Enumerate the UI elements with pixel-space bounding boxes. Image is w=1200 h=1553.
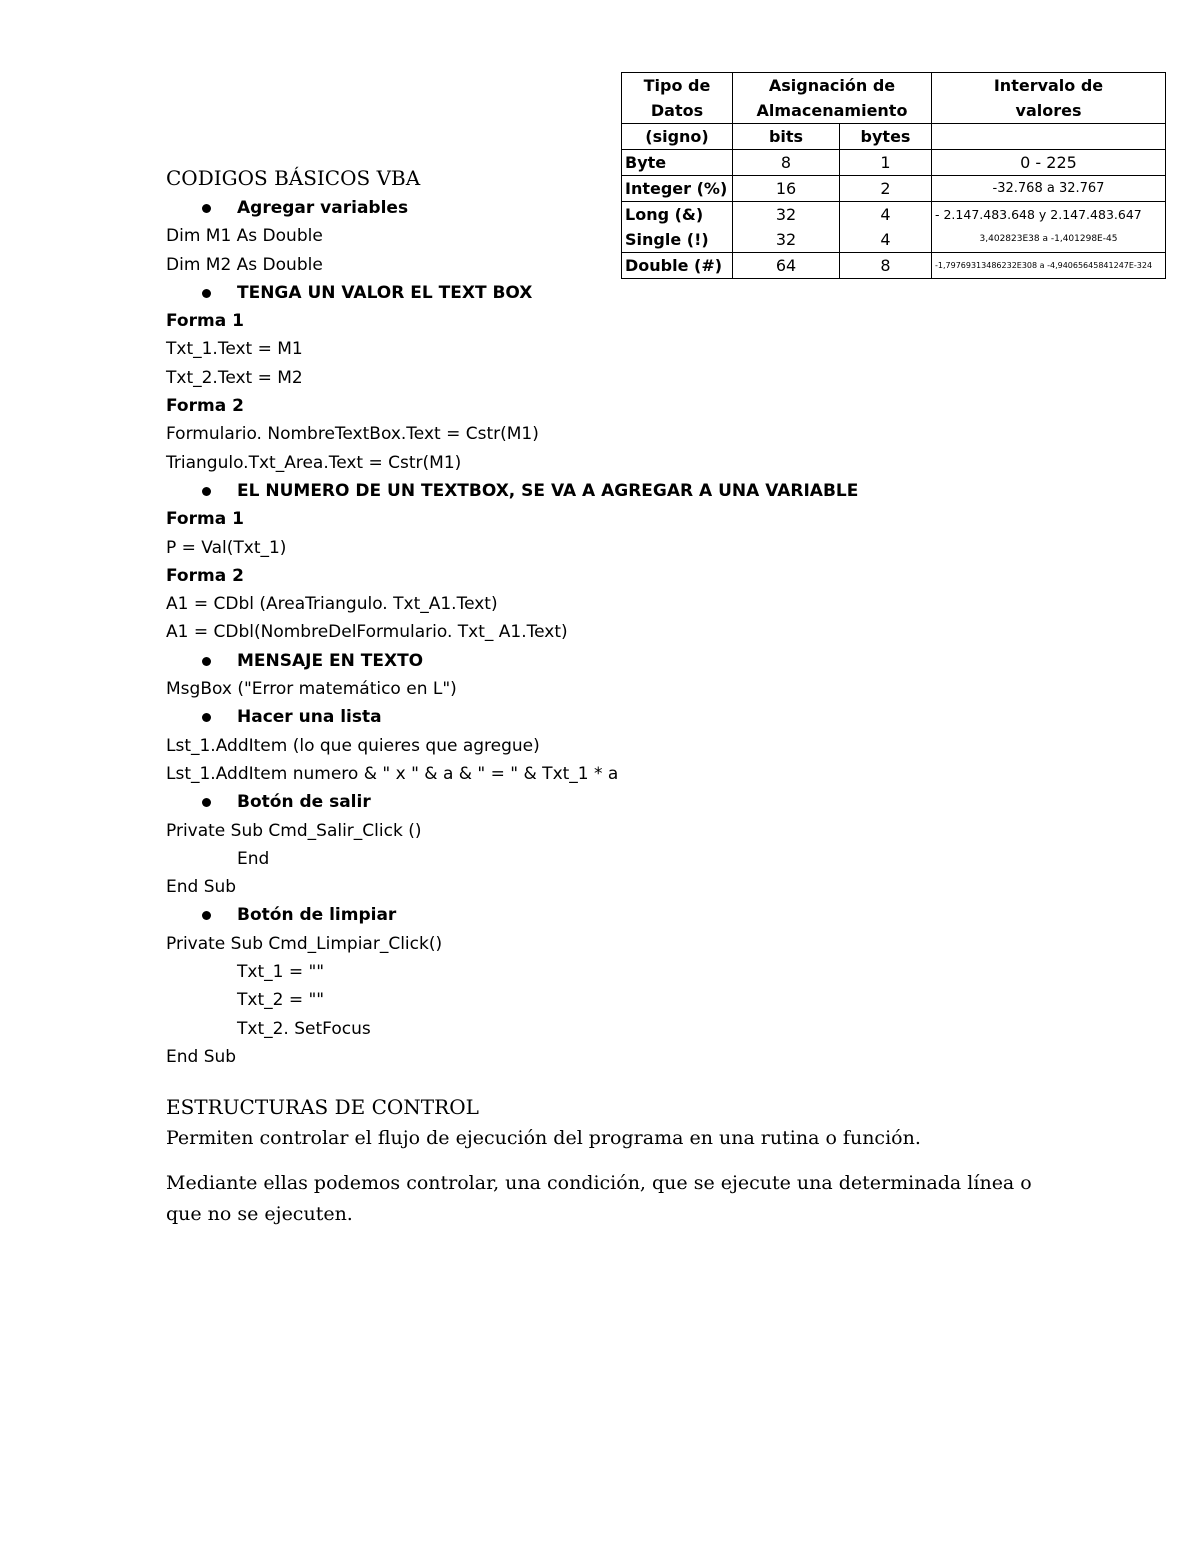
code-line: Txt_1.Text = M1 (166, 339, 303, 360)
range-cell: -32.768 a 32.767 (932, 176, 1166, 202)
code-line: Triangulo.Txt_Area.Text = Cstr(M1) (166, 452, 462, 473)
paragraph: Mediante ellas podemos controlar, una condición, que se ejecute una determinada línea o que no se ejecuten. (166, 1172, 1032, 1226)
code-line: Private Sub Cmd_Salir_Click () (166, 820, 422, 841)
code-line: P = Val(Txt_1) (166, 537, 287, 558)
bytes-cell: 4 4 (840, 202, 932, 253)
range-cell: -1,79769313486232E308 a -4,94065645841247E-324 (932, 253, 1166, 279)
range-cell: - 2.147.483.648 y 2.147.483.647 3,402823E38 a -1,401298E-45 (932, 202, 1166, 253)
paragraph: Permiten controlar el flujo de ejecución del programa en una rutina o función. (166, 1127, 921, 1150)
bullet-salir: Botón de salir (166, 788, 1046, 816)
bits-cell: 32 32 (733, 202, 840, 253)
code-line: MsgBox ("Error matemático en L") (166, 679, 457, 700)
code-line: A1 = CDbl (AreaTriangulo. Txt_A1.Text) (166, 594, 498, 615)
bullet-dot-icon (202, 911, 211, 920)
forma-label: Forma 2 (166, 396, 244, 417)
title-codigos: CODIGOS BÁSICOS VBA (166, 166, 421, 190)
code-line: Txt_1 = "" (237, 962, 325, 983)
code-line: End Sub (166, 877, 237, 898)
bullet-mensaje: MENSAJE EN TEXTO (166, 647, 1046, 675)
header-intervalo: Intervalo de valores (932, 73, 1166, 124)
code-line: End (237, 848, 270, 869)
code-line: Txt_2 = "" (237, 990, 325, 1011)
header-tipo-datos: Tipo de Datos (622, 73, 733, 124)
bytes-cell: 2 (840, 176, 932, 202)
bits-cell: 16 (733, 176, 840, 202)
bullet-lista: Hacer una lista (166, 703, 1046, 731)
subheader-signo: (signo) (622, 124, 733, 150)
range-cell: 0 - 225 (932, 150, 1166, 176)
bullet-dot-icon (202, 487, 211, 496)
forma-label: Forma 1 (166, 509, 244, 530)
bits-cell: 64 (733, 253, 840, 279)
code-line: Formulario. NombreTextBox.Text = Cstr(M1) (166, 424, 539, 445)
code-line: Dim M2 As Double (166, 254, 323, 275)
bullet-limpiar: Botón de limpiar (166, 901, 1046, 929)
bullet-agregar-variables: Agregar variables (166, 194, 1046, 222)
bullet-dot-icon (202, 798, 211, 807)
code-line: Private Sub Cmd_Limpiar_Click() (166, 933, 443, 954)
bullet-dot-icon (202, 713, 211, 722)
type-cell: Long (&) Single (!) (622, 202, 733, 253)
subheader-bytes: bytes (840, 124, 932, 150)
code-line: Txt_2.Text = M2 (166, 367, 303, 388)
code-line: Dim M1 As Double (166, 226, 323, 247)
code-line: Lst_1.AddItem numero & " x " & a & " = " & Txt_1 * a (166, 763, 619, 784)
subheader-bits: bits (733, 124, 840, 150)
forma-label: Forma 1 (166, 311, 244, 332)
type-cell: Integer (%) (622, 176, 733, 202)
code-line: Txt_2. SetFocus (237, 1018, 371, 1039)
document-content (166, 162, 1046, 1230)
table-subheader-row (622, 124, 1166, 150)
bits-cell: 8 (733, 150, 840, 176)
bullet-dot-icon (202, 289, 211, 298)
type-cell: Double (#) (622, 253, 733, 279)
forma-label: Forma 2 (166, 565, 244, 586)
bullet-dot-icon (202, 204, 211, 213)
code-line: End Sub (166, 1046, 237, 1067)
code-line: Lst_1.AddItem (lo que quieres que agregue) (166, 735, 540, 756)
bullet-textbox: TENGA UN VALOR EL TEXT BOX (166, 279, 1046, 307)
bytes-cell: 1 (840, 150, 932, 176)
code-line: A1 = CDbl(NombreDelFormulario. Txt_ A1.Text) (166, 622, 568, 643)
subheader-empty (932, 124, 1166, 150)
bytes-cell: 8 (840, 253, 932, 279)
table-header-row (622, 73, 1166, 124)
header-asignacion: Asignación de Almacenamiento (733, 73, 932, 124)
bullet-dot-icon (202, 657, 211, 666)
bullet-numero-textbox: EL NUMERO DE UN TEXTBOX, SE VA A AGREGAR A UNA VARIABLE (166, 477, 1046, 505)
title-estructuras: ESTRUCTURAS DE CONTROL (166, 1095, 479, 1120)
type-cell: Byte (622, 150, 733, 176)
